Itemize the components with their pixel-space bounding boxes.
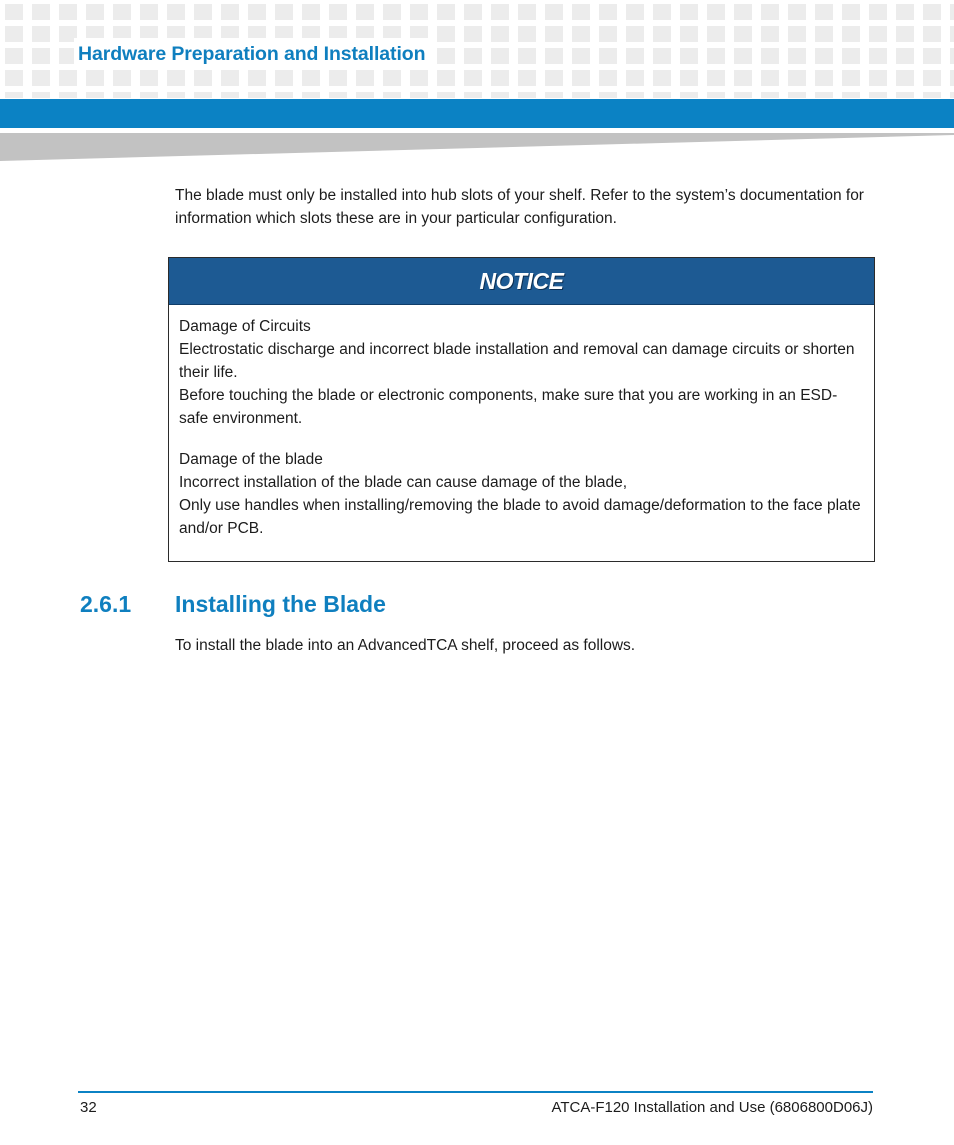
footer-rule [78, 1091, 873, 1093]
notice-heading-circuits: Damage of Circuits [179, 318, 311, 335]
section-number: 2.6.1 [80, 591, 132, 617]
document-title: ATCA-F120 Installation and Use (6806800D06J) [551, 1099, 873, 1116]
notice-line: Before touching the blade or electronic components, make sure that you are working in an ESD-safe environment. [179, 387, 838, 427]
notice-body [169, 305, 874, 540]
notice-paragraph-circuits [179, 315, 864, 430]
page-number: 32 [80, 1099, 97, 1116]
notice-line: Incorrect installation of the blade can cause damage of the blade, [179, 474, 628, 491]
header-swoosh [0, 131, 954, 163]
notice-line: Electrostatic discharge and incorrect blade installation and removal can damage circuits or shorten their life. [179, 341, 855, 381]
notice-label: NOTICE [479, 267, 564, 294]
section-paragraph: To install the blade into an AdvancedTCA shelf, proceed as follows. [175, 637, 636, 654]
section-title: Installing the Blade [175, 591, 386, 617]
notice-paragraph-blade [179, 448, 864, 540]
notice-line: Only use handles when installing/removing the blade to avoid damage/deformation to the face plate and/or PCB. [179, 497, 861, 537]
section-heading [80, 588, 386, 620]
notice-banner [169, 258, 874, 305]
notice-heading-blade: Damage of the blade [179, 451, 323, 468]
intro-paragraph: The blade must only be installed into hub slots of your shelf. Refer to the system’s documentation for information which slots these are in your particular configuration. [175, 187, 864, 227]
header-bar [0, 99, 954, 128]
notice-box [168, 257, 875, 562]
chapter-title: Hardware Preparation and Installation [74, 38, 431, 70]
